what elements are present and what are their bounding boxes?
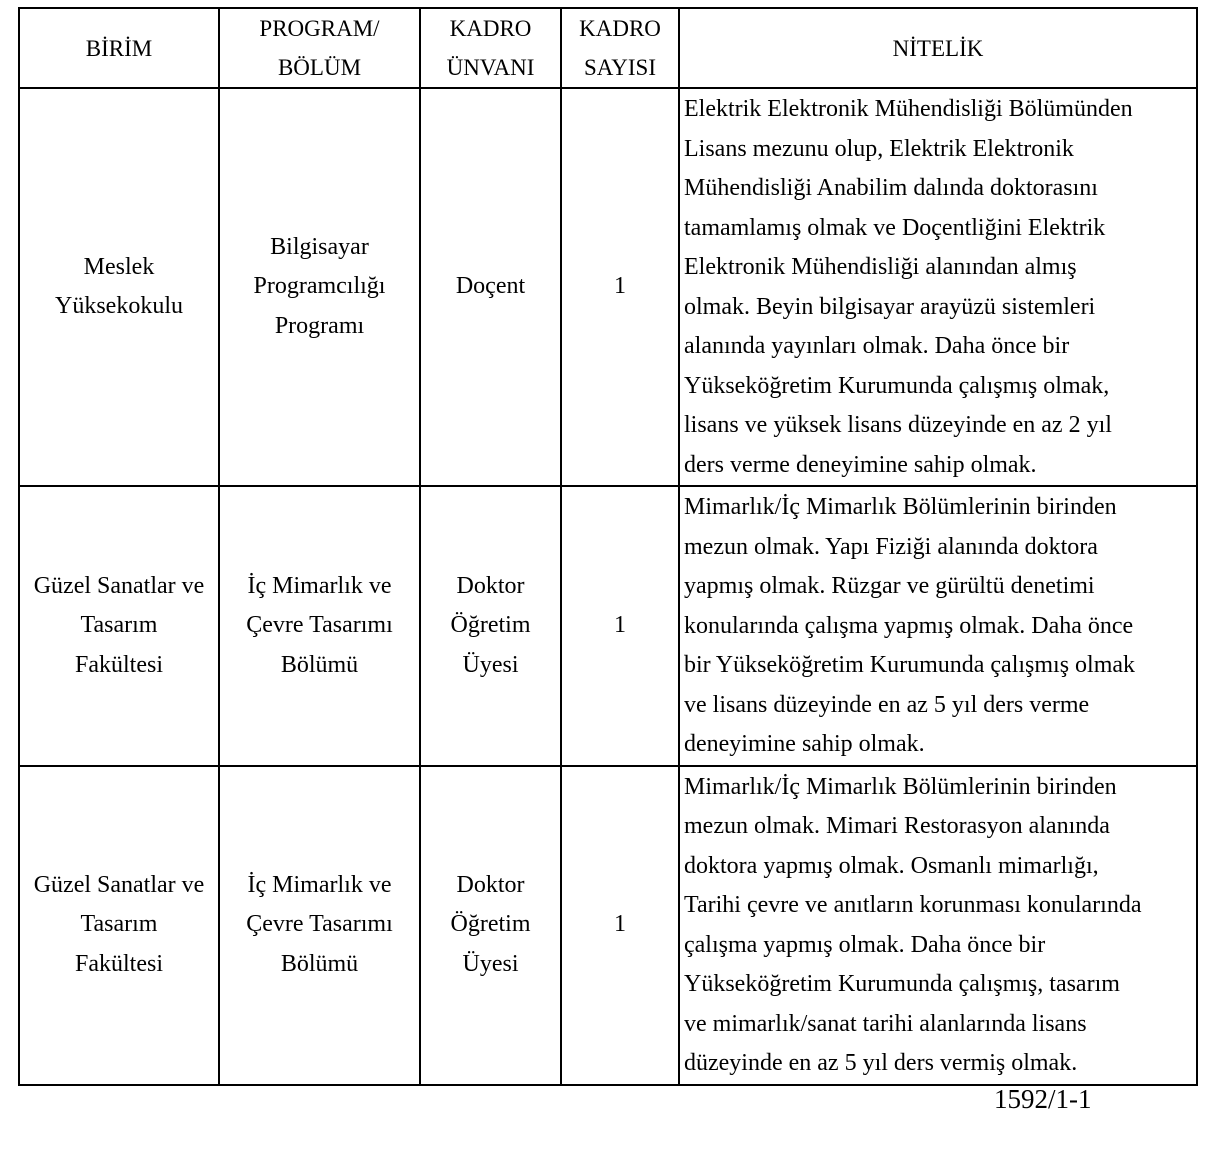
cell-line: İç Mimarlık ve [247, 572, 392, 599]
nitelik-line: Mühendisliği Anabilim dalında doktorasını [684, 175, 1098, 201]
cell-line: Çevre Tasarımı [246, 612, 393, 638]
header-program-bolum [219, 8, 420, 88]
cell-line: Çevre Tasarımı [246, 911, 393, 938]
cell-birim [19, 486, 219, 766]
header-bolum-line: BÖLÜM [277, 55, 362, 80]
cell-program [219, 766, 420, 1085]
nitelik-line: doktora yapmış olmak. Osmanlı mimarlığı, [684, 852, 1099, 879]
cell-nitelik [679, 766, 1197, 1085]
cell-line: Öğretim [450, 612, 531, 638]
cell-line: Üyesi [462, 651, 519, 678]
cell-line: Güzel Sanatlar ve [33, 871, 205, 898]
table-header-row [19, 8, 1197, 88]
staff-positions-table [18, 7, 1198, 1086]
cell-unvan [420, 766, 561, 1085]
nitelik-line: olmak. Beyin bilgisayar arayüzü sistemleri [684, 293, 1096, 320]
header-nitelik: NİTELİK [679, 8, 1197, 88]
nitelik-line: deneyimine sahip olmak. [684, 731, 925, 757]
header-unvani-line: ÜNVANI [446, 55, 535, 80]
cell-program [219, 486, 420, 766]
nitelik-line: Elektronik Mühendisliği alanından almış [684, 254, 1077, 280]
cell-line: Tasarım [80, 612, 158, 638]
nitelik-line: Elektrik Elektronik Mühendisliği Bölümünden [684, 96, 1133, 122]
header-program-line: PROGRAM/ [259, 16, 380, 41]
nitelik-line: Mimarlık/İç Mimarlık Bölümlerinin birinden [684, 773, 1117, 800]
cell-line: Bilgisayar [270, 233, 369, 260]
header-kadro-unvani [420, 8, 561, 88]
nitelik-line: tamamlamış olmak ve Doçentliğini Elektrik [684, 214, 1106, 241]
nitelik-line: mezun olmak. Mimari Restorasyon alanında [684, 813, 1110, 839]
cell-line: Doçent [455, 273, 526, 300]
cell-line: Öğretim [450, 911, 531, 938]
nitelik-line: mezun olmak. Yapı Fiziği alanında doktora [684, 533, 1098, 560]
nitelik-line: Yükseköğretim Kurumunda çalışmış, tasarım [684, 971, 1120, 997]
nitelik-line: Mimarlık/İç Mimarlık Bölümlerinin birinden [684, 494, 1117, 520]
nitelik-line: lisans ve yüksek lisans düzeyinde en az 2 yıl [684, 412, 1112, 438]
nitelik-line: ve mimarlık/sanat tarihi alanlarında lisans [684, 1010, 1087, 1037]
table-row [19, 766, 1197, 1085]
cell-program [219, 88, 420, 486]
cell-line: Bölümü [280, 950, 359, 977]
table-row [19, 88, 1197, 486]
cell-line: Fakültesi [75, 651, 163, 678]
nitelik-line: düzeyinde en az 5 yıl ders vermiş olmak. [684, 1050, 1078, 1076]
cell-line: Güzel Sanatlar ve [33, 572, 205, 599]
nitelik-line: bir Yükseköğretim Kurumunda çalışmış olmak [684, 652, 1136, 678]
cell-nitelik [679, 486, 1197, 766]
cell-line: Bölümü [280, 651, 359, 678]
header-sayisi-line: SAYISI [583, 55, 656, 80]
cell-line: Doktor [456, 871, 525, 898]
nitelik-line: yapmış olmak. Rüzgar ve gürültü denetimi [684, 573, 1095, 599]
cell-birim [19, 88, 219, 486]
document-reference-number: 1592/1-1 [994, 1084, 1092, 1114]
cell-line: İç Mimarlık ve [247, 871, 392, 898]
header-birim: BİRİM [19, 8, 219, 88]
nitelik-line: konularında çalışma yapmış olmak. Daha önce [684, 612, 1134, 639]
nitelik-line: alanında yayınları olmak. Daha önce bir [684, 333, 1070, 359]
nitelik-line: ders verme deneyimine sahip olmak. [684, 451, 1037, 478]
nitelik-line: ve lisans düzeyinde en az 5 yıl ders verme [684, 691, 1090, 718]
cell-nitelik [679, 88, 1197, 486]
nitelik-line: Tarihi çevre ve anıtların korunması konularında [684, 892, 1142, 918]
cell-unvan [420, 486, 561, 766]
cell-line: Meslek [83, 253, 155, 280]
cell-sayi: 1 [561, 88, 679, 486]
cell-line: Programı [274, 312, 365, 339]
header-kadro-line: KADRO [579, 16, 661, 41]
nitelik-line: Yükseköğretim Kurumunda çalışmış olmak, [684, 372, 1110, 399]
cell-birim [19, 766, 219, 1085]
cell-line: Yüksekokulu [55, 293, 183, 319]
cell-unvan [420, 88, 561, 486]
nitelik-line: Lisans mezunu olup, Elektrik Elektronik [684, 135, 1074, 162]
header-kadro-sayisi [561, 8, 679, 88]
cell-line: Programcılığı [253, 273, 386, 300]
table-row [19, 486, 1197, 766]
cell-line: Tasarım [80, 911, 158, 938]
header-kadro-line: KADRO [449, 16, 532, 41]
cell-line: Doktor [456, 572, 525, 599]
cell-line: Fakültesi [75, 950, 163, 977]
cell-line: Üyesi [462, 950, 519, 977]
cell-sayi: 1 [561, 766, 679, 1085]
nitelik-line: çalışma yapmış olmak. Daha önce bir [684, 931, 1046, 958]
cell-sayi: 1 [561, 486, 679, 766]
